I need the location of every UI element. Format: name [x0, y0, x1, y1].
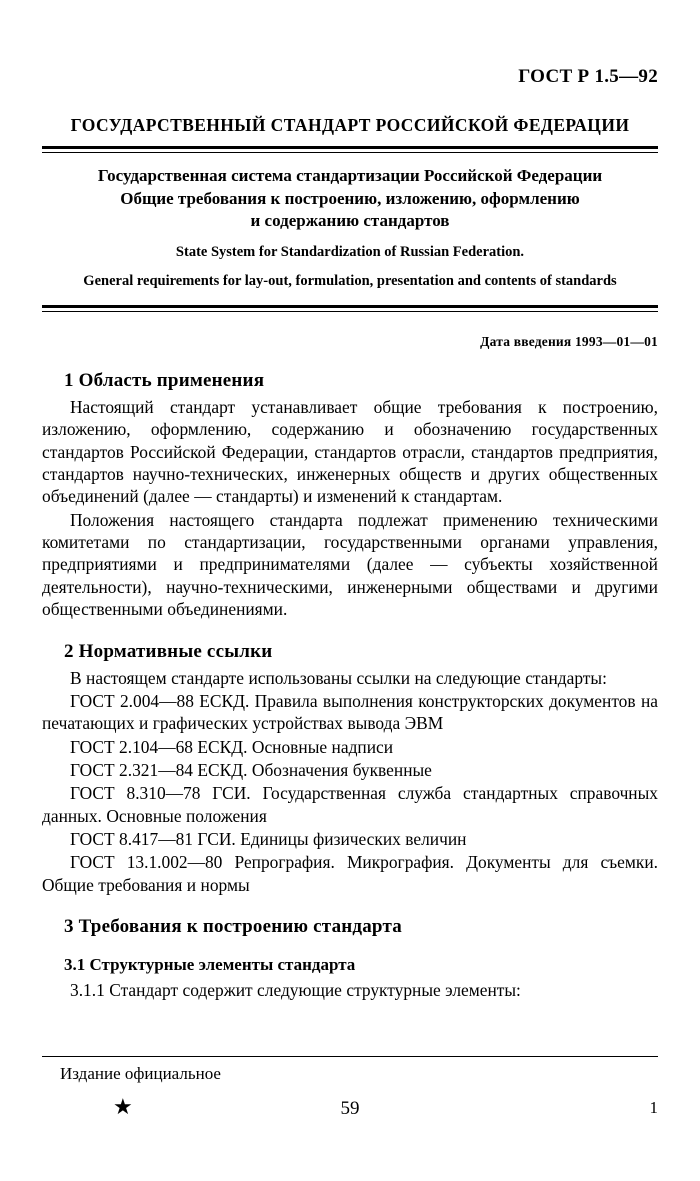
document-page [0, 66, 700, 1181]
subtitle-en-line2: General requirements for lay-out, formulation, presentation and contents of standards [83, 273, 617, 290]
section-2-paragraph-1: В настоящем стандарте использованы ссылки на следующие стандарты: [70, 667, 607, 688]
section-3-heading: 3 Требования к построению стандарта [64, 916, 402, 938]
section-2-heading: 2 Нормативные ссылки [64, 640, 273, 662]
title-rule-thin [42, 152, 658, 153]
subtitle-rule-thick [42, 305, 658, 308]
reference-item: ГОСТ 8.310—78 ГСИ. Государственная служба стандартных справочных данных. Основные положения [42, 783, 658, 826]
footer-center-number: 59 [340, 1098, 360, 1119]
footer-page-number: 1 [649, 1098, 658, 1117]
subtitle-ru-line2: Общие требования к построению, изложению, оформлению [120, 188, 580, 208]
section-3-1-heading: 3.1 Структурные элементы стандарта [64, 955, 356, 975]
reference-item: ГОСТ 2.321—84 ЕСКД. Обозначения буквенные [70, 759, 432, 780]
reference-item: ГОСТ 2.004—88 ЕСКД. Правила выполнения конструкторских документов на печатающих и графических устройствах вывода ЭВМ [42, 690, 658, 734]
document-code: ГОСТ Р 1.5—92 [518, 66, 658, 87]
section-1-paragraph-2: Положения настоящего стандарта подлежат применению техническими комитетами по стандартизации, государственными органами управления, предприятиями и предпринимателями (далее — субъекты хозяйственной деятельности), научно-техническими, инженерными обществами и другими общественными объединениями. [42, 509, 658, 620]
footer-official-note: Издание официальное [60, 1064, 221, 1083]
subtitle-rule-thin [42, 311, 658, 312]
footer-divider [42, 1056, 658, 1057]
reference-item: ГОСТ 8.417—81 ГСИ. Единицы физических величин [70, 829, 467, 850]
reference-item: ГОСТ 13.1.002—80 Репрография. Микрография. Документы для съемки. Общие требования и нормы [42, 852, 658, 895]
reference-item: ГОСТ 2.104—68 ЕСКД. Основные надписи [70, 736, 394, 757]
subtitle-block [42, 165, 658, 292]
effective-date: Дата введения 1993—01—01 [480, 333, 658, 349]
title-rule-thick [42, 146, 658, 149]
star-icon: ★ [113, 1094, 133, 1119]
section-1-heading: 1 Область применения [64, 369, 265, 391]
section-1-paragraph-1: Настоящий стандарт устанавливает общие требования к построению, изложению, оформлению, содержанию и обозначению государственных стандартов Российской Федерации, стандартов отрасли, стандартов предприятия, стандартов научно-технических, инженерных обществ и других общественных объединений (далее — стандарты) и изменений к стандартам. [42, 396, 658, 507]
section-3-1-1-paragraph: 3.1.1 Стандарт содержит следующие структурные элементы: [70, 980, 521, 1001]
subtitle-ru-line3: и содержанию стандартов [250, 211, 450, 231]
page-title: ГОСУДАРСТВЕННЫЙ СТАНДАРТ РОССИЙСКОЙ ФЕДЕРАЦИИ [70, 115, 630, 135]
subtitle-en-line1: State System for Standardization of Russian Federation. [175, 243, 525, 260]
subtitle-ru-line1: Государственная система стандартизации Российской Федерации [97, 166, 603, 185]
